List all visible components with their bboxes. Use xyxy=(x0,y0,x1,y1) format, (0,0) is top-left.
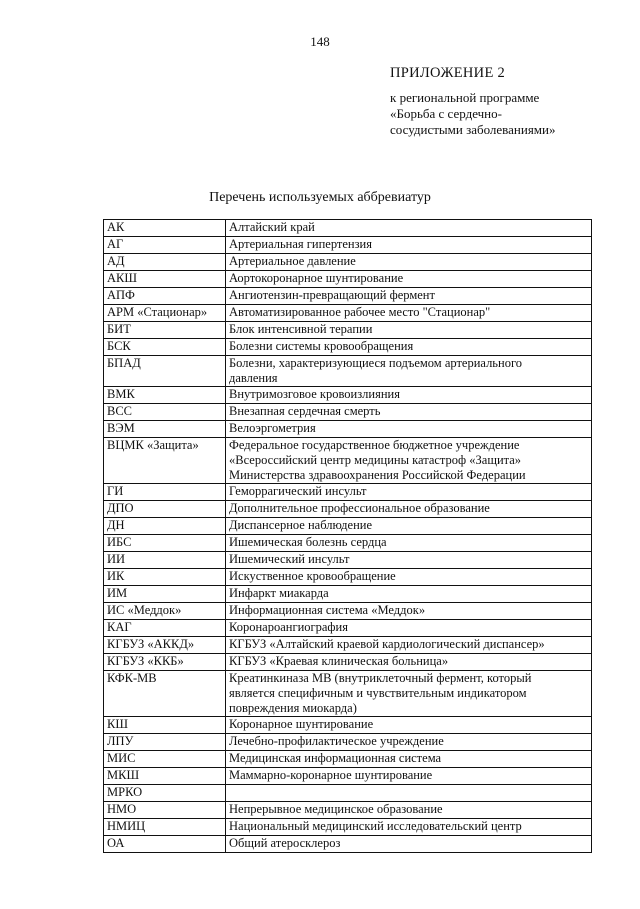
table-row xyxy=(104,220,592,237)
abbreviation-cell: АК xyxy=(104,220,226,237)
definition-line: Велоэргометрия xyxy=(229,421,316,435)
definition-cell xyxy=(226,586,592,603)
definition-line: Болезни, характеризующиеся подъемом артериального xyxy=(229,356,523,370)
table-row xyxy=(104,421,592,438)
abbreviation-cell: ИБС xyxy=(104,535,226,552)
definition-line: Искуственное кровообращение xyxy=(229,569,396,583)
definition-cell xyxy=(226,535,592,552)
definition-cell xyxy=(226,819,592,836)
abbreviation-cell: АД xyxy=(104,254,226,271)
definition-cell xyxy=(226,356,592,387)
definition-line: Блок интенсивной терапии xyxy=(229,322,373,336)
definition-line: давления xyxy=(229,371,278,385)
table-row xyxy=(104,387,592,404)
table-row xyxy=(104,404,592,421)
definition-line: Маммарно-коронарное шунтирование xyxy=(229,768,433,782)
definition-cell xyxy=(226,484,592,501)
definition-line: «Всероссийский центр медицины катастроф «Защита» xyxy=(229,453,522,467)
table-row xyxy=(104,237,592,254)
definition-line: Федеральное государственное бюджетное учреждение xyxy=(229,438,520,452)
abbreviation-cell: КГБУЗ «ККБ» xyxy=(104,654,226,671)
table-row xyxy=(104,785,592,802)
definition-line: Коронарное шунтирование xyxy=(229,717,374,731)
definition-line: Аортокоронарное шунтирование xyxy=(229,271,404,285)
table-row xyxy=(104,717,592,734)
table-row xyxy=(104,254,592,271)
abbreviation-cell: ИИ xyxy=(104,552,226,569)
page-number: 148 xyxy=(310,34,330,49)
definition-cell xyxy=(226,271,592,288)
table-row xyxy=(104,356,592,387)
table-row xyxy=(104,305,592,322)
definition-line: Ишемический инсульт xyxy=(229,552,350,566)
definition-line: Автоматизированное рабочее место "Стационар" xyxy=(229,305,491,319)
table-row xyxy=(104,552,592,569)
table-row xyxy=(104,484,592,501)
abbreviation-cell: КГБУЗ «АККД» xyxy=(104,637,226,654)
table-row xyxy=(104,802,592,819)
definition-cell xyxy=(226,603,592,620)
abbreviation-cell: ДН xyxy=(104,518,226,535)
definition-cell xyxy=(226,438,592,484)
abbreviation-cell: ОА xyxy=(104,836,226,853)
table-row xyxy=(104,654,592,671)
table-row xyxy=(104,322,592,339)
definition-line: Внутримозговое кровоизлияния xyxy=(229,387,400,401)
table-row xyxy=(104,620,592,637)
definition-cell xyxy=(226,339,592,356)
abbreviation-cell: АГ xyxy=(104,237,226,254)
abbreviation-cell: АКШ xyxy=(104,271,226,288)
definition-cell xyxy=(226,237,592,254)
definition-cell xyxy=(226,620,592,637)
definition-line: Ишемическая болезнь сердца xyxy=(229,535,387,549)
abbreviation-cell: БСК xyxy=(104,339,226,356)
definition-line: Дополнительное профессиональное образование xyxy=(229,501,490,515)
definition-cell xyxy=(226,322,592,339)
definition-cell xyxy=(226,768,592,785)
table-row xyxy=(104,271,592,288)
definition-cell xyxy=(226,220,592,237)
definition-line: повреждения миокарда) xyxy=(229,701,357,715)
abbreviation-cell: ГИ xyxy=(104,484,226,501)
appendix-subtitle xyxy=(390,90,620,138)
definition-cell xyxy=(226,751,592,768)
abbreviation-cell: ИС «Меддок» xyxy=(104,603,226,620)
definition-line: Геморрагический инсульт xyxy=(229,484,367,498)
abbreviation-cell: ИК xyxy=(104,569,226,586)
appendix-subtitle-line: сосудистыми заболеваниями» xyxy=(390,122,556,137)
table-row xyxy=(104,339,592,356)
table-row xyxy=(104,603,592,620)
appendix-subtitle-line: к региональной программе xyxy=(390,90,540,105)
definition-line: Общий атеросклероз xyxy=(229,836,341,850)
definition-line: Национальный медицинский исследовательский центр xyxy=(229,819,522,833)
table-row xyxy=(104,637,592,654)
definition-line: КГБУЗ «Алтайский краевой кардиологический диспансер» xyxy=(229,637,545,651)
list-title: Перечень используемых аббревиатур xyxy=(209,190,431,205)
definition-cell xyxy=(226,387,592,404)
abbreviation-cell: КАГ xyxy=(104,620,226,637)
definition-line: КГБУЗ «Краевая клиническая больница» xyxy=(229,654,449,668)
table-row xyxy=(104,751,592,768)
definition-cell xyxy=(226,802,592,819)
abbreviation-cell: АРМ «Стационар» xyxy=(104,305,226,322)
abbreviation-cell: МРКО xyxy=(104,785,226,802)
definition-cell xyxy=(226,552,592,569)
table-row xyxy=(104,768,592,785)
definition-line: Информационная система «Меддок» xyxy=(229,603,426,617)
abbreviation-cell: МИС xyxy=(104,751,226,768)
definition-line: Алтайский край xyxy=(229,220,315,234)
abbreviation-cell: ВЭМ xyxy=(104,421,226,438)
definition-line: Инфаркт миакарда xyxy=(229,586,329,600)
abbreviation-cell: ВСС xyxy=(104,404,226,421)
definition-line: Лечебно-профилактическое учреждение xyxy=(229,734,444,748)
table-row xyxy=(104,836,592,853)
definition-line: Министерства здравоохранения Российской Федерации xyxy=(229,468,526,482)
definition-cell xyxy=(226,671,592,717)
definition-line: Коронароангиография xyxy=(229,620,348,634)
table-row xyxy=(104,535,592,552)
definition-line: Ангиотензин-превращающий фермент xyxy=(229,288,435,302)
definition-line: Креатинкиназа МВ (внутриклеточный фермент, который xyxy=(229,671,532,685)
abbreviation-cell: БИТ xyxy=(104,322,226,339)
definition-cell xyxy=(226,518,592,535)
abbreviation-cell: КШ xyxy=(104,717,226,734)
definition-cell xyxy=(226,836,592,853)
table-row xyxy=(104,288,592,305)
definition-cell xyxy=(226,717,592,734)
table-row xyxy=(104,819,592,836)
definition-line: является специфичным и чувствительным индикатором xyxy=(229,686,527,700)
definition-line: Внезапная сердечная смерть xyxy=(229,404,381,418)
abbreviation-cell: БПАД xyxy=(104,356,226,387)
definition-cell xyxy=(226,501,592,518)
abbreviation-cell: ИМ xyxy=(104,586,226,603)
definition-cell xyxy=(226,569,592,586)
abbreviation-cell: НМО xyxy=(104,802,226,819)
appendix-subtitle-line: «Борьба с сердечно- xyxy=(390,106,502,121)
definition-line: Непрерывное медицинское образование xyxy=(229,802,443,816)
definition-cell xyxy=(226,734,592,751)
abbreviation-cell: МКШ xyxy=(104,768,226,785)
table-row xyxy=(104,501,592,518)
abbreviations-table-body xyxy=(104,220,592,853)
definition-line: Медицинская информационная система xyxy=(229,751,442,765)
abbreviation-cell: КФК-МВ xyxy=(104,671,226,717)
definition-line: Диспансерное наблюдение xyxy=(229,518,373,532)
definition-cell xyxy=(226,404,592,421)
abbreviation-cell: ДПО xyxy=(104,501,226,518)
abbreviation-cell: НМИЦ xyxy=(104,819,226,836)
definition-cell xyxy=(226,305,592,322)
definition-cell xyxy=(226,254,592,271)
table-row xyxy=(104,586,592,603)
definition-cell xyxy=(226,785,592,802)
definition-line: Артериальное давление xyxy=(229,254,356,268)
definition-line: Артериальная гипертензия xyxy=(229,237,372,251)
table-row xyxy=(104,438,592,484)
table-row xyxy=(104,734,592,751)
abbreviations-table xyxy=(103,219,592,853)
abbreviation-cell: ВМК xyxy=(104,387,226,404)
appendix-title: ПРИЛОЖЕНИЕ 2 xyxy=(390,65,506,81)
definition-line: Болезни системы кровообращения xyxy=(229,339,414,353)
definition-cell xyxy=(226,654,592,671)
definition-cell xyxy=(226,288,592,305)
table-row xyxy=(104,518,592,535)
table-row xyxy=(104,671,592,717)
table-row xyxy=(104,569,592,586)
definition-cell xyxy=(226,637,592,654)
abbreviation-cell: ЛПУ xyxy=(104,734,226,751)
definition-cell xyxy=(226,421,592,438)
abbreviation-cell: ВЦМК «Защита» xyxy=(104,438,226,484)
appendix-header xyxy=(390,65,620,138)
abbreviation-cell: АПФ xyxy=(104,288,226,305)
